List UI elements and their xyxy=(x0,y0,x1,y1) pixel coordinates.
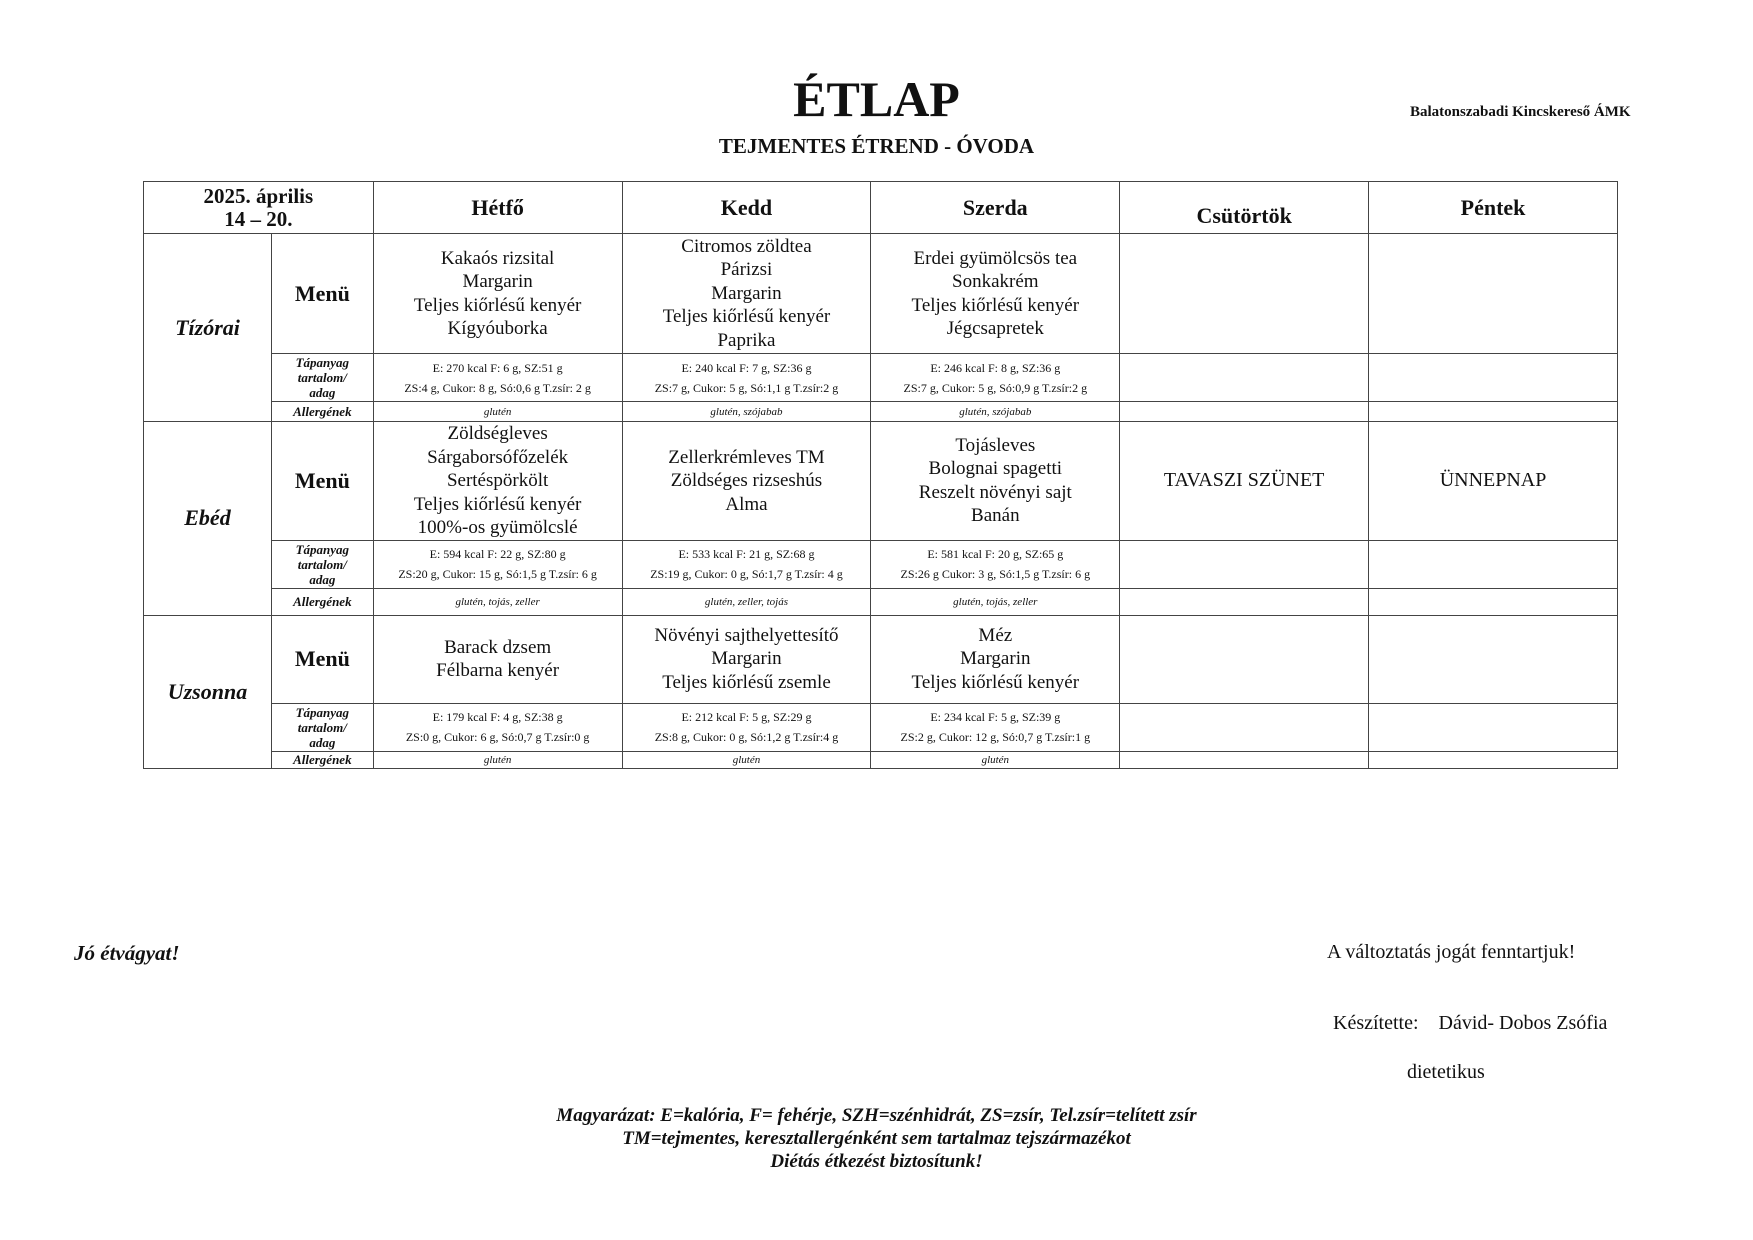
menu-cell xyxy=(1369,615,1618,703)
nutrition-line: E: 179 kcal F: 4 g, SZ:38 g xyxy=(432,710,563,724)
nutrition-label-line: Tápanyag xyxy=(295,541,350,557)
day-header-wednesday: Szerda xyxy=(871,182,1120,234)
allergen-cell: glutén xyxy=(373,402,622,422)
menu-item: Paprika xyxy=(717,329,776,351)
page-title: ÉTLAP xyxy=(793,71,960,127)
morning-snack-allergen-row xyxy=(144,402,1618,422)
nutrition-line: E: 212 kcal F: 5 g, SZ:29 g xyxy=(681,710,812,724)
menu-cell xyxy=(871,422,1120,541)
menu-item: Sárgaborsófőzelék xyxy=(427,446,569,468)
nutrition-label-line: tartalom/ xyxy=(297,556,347,572)
menu-item: Zöldséges rizseshús xyxy=(670,470,823,491)
date-month: 2025. április xyxy=(203,183,314,208)
nutrition-row-label xyxy=(271,540,373,588)
nutrition-cell xyxy=(871,540,1120,588)
nutrition-cell xyxy=(871,703,1120,751)
allergen-cell xyxy=(1369,588,1618,615)
menu-item: Párizsi xyxy=(720,259,773,281)
nutrition-label-line: tartalom/ xyxy=(297,719,347,735)
menu-item: Bolognai spagetti xyxy=(928,458,1063,480)
menu-table-body xyxy=(144,182,1618,769)
allergen-cell: glutén, szójabab xyxy=(622,402,871,422)
menu-cell xyxy=(373,234,622,354)
menu-item: Sonkakrém xyxy=(952,271,1039,292)
menu-item: Barack dzsem xyxy=(444,636,552,658)
bon-appetit-note: Jó étvágyat! xyxy=(74,941,180,965)
day-header-thursday: Csütörtök xyxy=(1120,182,1369,234)
nutrition-cell xyxy=(373,703,622,751)
menu-item: Banán xyxy=(971,505,1020,527)
menu-item: Félbarna kenyér xyxy=(436,660,560,681)
morning-snack-nutrition-row xyxy=(144,354,1618,402)
nutrition-line: ZS:26 g Cukor: 3 g, Só:1,5 g T.zsír: 6 g xyxy=(900,567,1091,581)
nutrition-label-line: adag xyxy=(309,385,336,400)
menu-item: Tojásleves xyxy=(955,434,1036,456)
afternoon-snack-nutrition-row xyxy=(144,703,1618,751)
day-header-tuesday: Kedd xyxy=(622,182,871,234)
menu-item: TAVASZI SZÜNET xyxy=(1163,469,1325,491)
meal-name: Tízórai xyxy=(144,234,272,422)
menu-table xyxy=(143,181,1618,769)
allergen-cell: glutén xyxy=(622,751,871,768)
allergen-cell xyxy=(1120,751,1369,768)
menu-cell xyxy=(622,234,871,354)
allergen-cell: glutén xyxy=(373,751,622,768)
menu-item: Teljes kiőrlésű kenyér xyxy=(911,671,1080,693)
allergen-cell: glutén, szójabab xyxy=(871,402,1120,422)
menu-cell xyxy=(871,615,1120,703)
lunch-nutrition-row xyxy=(144,540,1618,588)
nutrition-label-line: adag xyxy=(309,734,336,750)
menu-item: Margarin xyxy=(711,648,782,670)
menu-cell xyxy=(622,422,871,541)
nutrition-line: ZS:8 g, Cukor: 0 g, Só:1,2 g T.zsír:4 g xyxy=(654,730,839,744)
institution-name: Balatonszabadi Kincskereső ÁMK xyxy=(1410,104,1631,120)
menu-item: Teljes kiőrlésű zsemle xyxy=(662,671,831,693)
allergen-cell: glutén, zeller, tojás xyxy=(622,588,871,615)
nutrition-cell xyxy=(1369,354,1618,402)
nutrition-line: E: 533 kcal F: 21 g, SZ:68 g xyxy=(678,547,815,561)
menu-item: Méz xyxy=(978,624,1013,646)
allergen-cell: glutén xyxy=(871,751,1120,768)
menu-item: Reszelt növényi sajt xyxy=(918,481,1072,503)
nutrition-line: E: 246 kcal F: 8 g, SZ:36 g xyxy=(930,360,1061,375)
author-credit: Készítette: Dávid- Dobos Zsófia xyxy=(1333,1012,1608,1034)
menu-cell xyxy=(1120,615,1369,703)
lunch-menu-row xyxy=(144,422,1618,541)
allergen-row-label: Allergének xyxy=(271,402,373,422)
menu-cell xyxy=(1120,422,1369,541)
nutrition-cell xyxy=(1120,703,1369,751)
nutrition-cell xyxy=(622,703,871,751)
day-header-monday: Hétfő xyxy=(373,182,622,234)
nutrition-cell xyxy=(622,540,871,588)
menu-item: Margarin xyxy=(960,648,1031,670)
legend-line: Diétás étkezést biztosítunk! xyxy=(770,1151,983,1172)
menu-cell xyxy=(871,234,1120,354)
nutrition-line: E: 234 kcal F: 5 g, SZ:39 g xyxy=(930,710,1061,724)
meal-name: Ebéd xyxy=(144,422,272,616)
menu-row-label: Menü xyxy=(271,615,373,703)
menu-item: Erdei gyümölcsös tea xyxy=(913,247,1078,269)
menu-item: Sertéspörkölt xyxy=(446,470,549,491)
nutrition-row-label xyxy=(271,703,373,751)
menu-item: Zöldségleves xyxy=(447,423,548,444)
allergen-cell xyxy=(1369,402,1618,422)
menu-row-label: Menü xyxy=(271,422,373,541)
menu-item: Teljes kiőrlésű kenyér xyxy=(662,306,831,328)
allergen-cell xyxy=(1120,588,1369,615)
lunch-allergen-row xyxy=(144,588,1618,615)
menu-item: Margarin xyxy=(462,271,533,292)
menu-item: Teljes kiőrlésű kenyér xyxy=(413,294,582,316)
morning-snack-menu-row xyxy=(144,234,1618,354)
legend-line: Magyarázat: E=kalória, F= fehérje, SZH=szénhidrát, ZS=zsír, Tel.zsír=telített zsír xyxy=(556,1105,1197,1126)
nutrition-line: ZS:0 g, Cukor: 6 g, Só:0,7 g T.zsír:0 g xyxy=(405,730,590,744)
nutrition-line: ZS:7 g, Cukor: 5 g, Só:0,9 g T.zsír:2 g xyxy=(903,380,1088,395)
allergen-cell xyxy=(1369,751,1618,768)
menu-cell xyxy=(1369,422,1618,541)
nutrition-line: ZS:20 g, Cukor: 15 g, Só:1,5 g T.zsír: 6 g xyxy=(398,567,597,581)
legend-block xyxy=(0,1104,1753,1173)
menu-item: Teljes kiőrlésű kenyér xyxy=(413,493,582,515)
nutrition-line: ZS:19 g, Cukor: 0 g, Só:1,7 g T.zsír: 4 g xyxy=(650,567,843,581)
nutrition-cell xyxy=(1369,703,1618,751)
allergen-row-label: Allergének xyxy=(271,588,373,615)
menu-cell xyxy=(1120,234,1369,354)
nutrition-cell xyxy=(1120,354,1369,402)
allergen-cell xyxy=(1120,402,1369,422)
header-row xyxy=(144,182,1618,234)
nutrition-label-line: Tápanyag xyxy=(295,355,350,370)
nutrition-line: ZS:7 g, Cukor: 5 g, Só:1,1 g T.zsír:2 g xyxy=(654,380,839,395)
legend-line: TM=tejmentes, keresztallergénként sem tartalmaz tejszármazékot xyxy=(622,1128,1131,1149)
author-role: dietetikus xyxy=(1407,1061,1485,1083)
menu-cell xyxy=(373,615,622,703)
nutrition-label-line: adag xyxy=(309,571,336,587)
menu-item: Kígyóuborka xyxy=(447,318,548,339)
menu-item: Kakaós rizsital xyxy=(440,247,555,269)
menu-cell xyxy=(622,615,871,703)
menu-cell xyxy=(1369,234,1618,354)
nutrition-label-line: Tápanyag xyxy=(295,704,350,720)
nutrition-cell xyxy=(373,354,622,402)
menu-item: Margarin xyxy=(711,282,782,304)
page-subtitle: TEJMENTES ÉTREND - ÓVODA xyxy=(718,134,1035,158)
nutrition-cell xyxy=(373,540,622,588)
nutrition-cell xyxy=(1369,540,1618,588)
rights-reserved-note: A változtatás jogát fenntartjuk! xyxy=(1327,941,1576,963)
menu-item: Jégcsapretek xyxy=(946,318,1044,339)
nutrition-line: ZS:2 g, Cukor: 12 g, Só:0,7 g T.zsír:1 g xyxy=(900,730,1091,744)
date-range-cell xyxy=(144,182,374,234)
menu-item: 100%-os gyümölcslé xyxy=(417,517,578,538)
nutrition-line: E: 270 kcal F: 6 g, SZ:51 g xyxy=(432,360,563,375)
allergen-row-label: Allergének xyxy=(271,751,373,768)
nutrition-line: E: 594 kcal F: 22 g, SZ:80 g xyxy=(429,547,566,561)
nutrition-label-line: tartalom/ xyxy=(297,370,347,385)
nutrition-cell xyxy=(622,354,871,402)
nutrition-line: ZS:4 g, Cukor: 8 g, Só:0,6 g T.zsír: 2 g xyxy=(404,380,591,395)
nutrition-cell xyxy=(871,354,1120,402)
menu-cell xyxy=(373,422,622,541)
menu-item: Zellerkrémleves TM xyxy=(668,446,825,468)
afternoon-snack-menu-row xyxy=(144,615,1618,703)
allergen-cell: glutén, tojás, zeller xyxy=(373,588,622,615)
menu-row-label: Menü xyxy=(271,234,373,354)
day-header-friday: Péntek xyxy=(1369,182,1618,234)
menu-item: Teljes kiőrlésű kenyér xyxy=(911,294,1080,316)
menu-item: ÜNNEPNAP xyxy=(1439,469,1547,491)
nutrition-line: E: 581 kcal F: 20 g, SZ:65 g xyxy=(927,547,1064,561)
allergen-cell: glutén, tojás, zeller xyxy=(871,588,1120,615)
meal-name: Uzsonna xyxy=(144,615,272,768)
menu-item: Növényi sajthelyettesítő xyxy=(654,624,839,646)
nutrition-cell xyxy=(1120,540,1369,588)
menu-item: Alma xyxy=(725,493,768,515)
nutrition-line: E: 240 kcal F: 7 g, SZ:36 g xyxy=(681,360,812,375)
afternoon-snack-allergen-row xyxy=(144,751,1618,768)
nutrition-row-label xyxy=(271,354,373,402)
date-days: 14 – 20. xyxy=(224,206,293,231)
menu-item: Citromos zöldtea xyxy=(681,235,812,257)
